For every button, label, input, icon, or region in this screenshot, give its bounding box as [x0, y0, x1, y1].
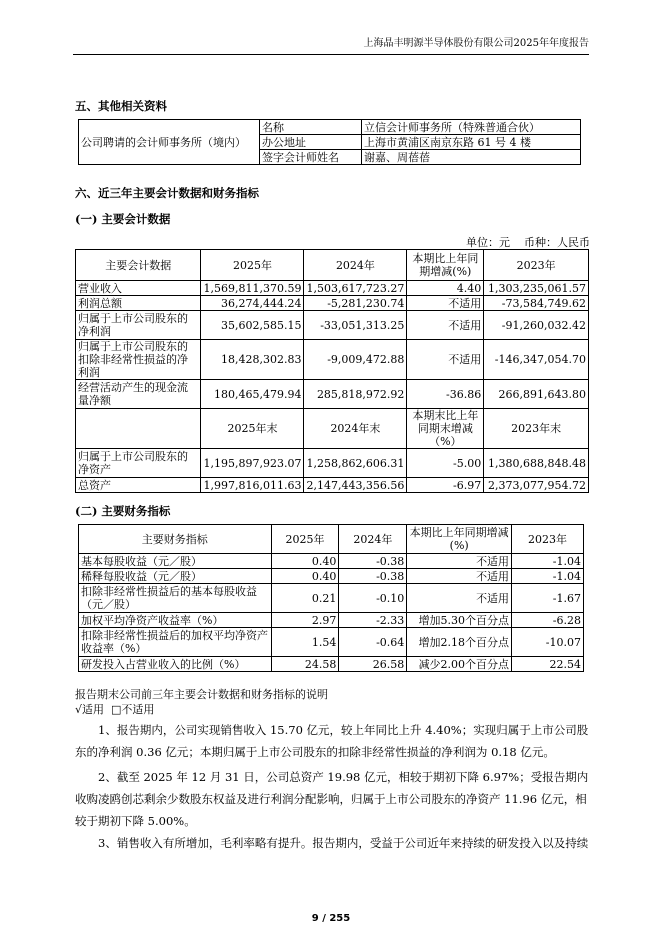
- column-header: [76, 409, 201, 449]
- cell-value: 0.21: [271, 584, 339, 613]
- cell-value: 24.58: [271, 657, 339, 672]
- auditor-key: 名称: [260, 120, 362, 135]
- auditor-value: 上海市黄浦区南京东路 61 号 4 楼: [362, 135, 581, 150]
- row-label: 总资产: [76, 478, 201, 493]
- column-header: 2025年: [201, 250, 304, 281]
- cell-value: -9,009,472.88: [304, 340, 407, 380]
- cell-value: 18,428,302.83: [201, 340, 304, 380]
- note-title: 报告期末公司前三年主要会计数据和财务指标的说明: [75, 688, 328, 701]
- auditor-value: 立信会计师事务所（特殊普通合伙）: [362, 120, 581, 135]
- subsection2-title: (二) 主要财务指标: [75, 504, 171, 518]
- cell-value: 减少2.00个百分点: [407, 657, 512, 672]
- cell-value: -36.86: [407, 380, 484, 409]
- cell-value: 不适用: [407, 296, 484, 311]
- cell-value: -5,281,230.74: [304, 296, 407, 311]
- cell-value: -0.10: [339, 584, 407, 613]
- cell-value: -91,260,032.42: [484, 311, 589, 340]
- cell-value: -1.04: [512, 554, 584, 569]
- cell-value: 不适用: [407, 340, 484, 380]
- accounting-data-table: [75, 249, 589, 493]
- column-header: 2025年末: [201, 409, 304, 449]
- row-label: 扣除非经常性损益后的加权平均净资产收益率（%）: [79, 628, 272, 657]
- applicability-checkbox-line: √适用 □不适用: [75, 703, 155, 716]
- row-label: 经营活动产生的现金流量净额: [76, 380, 201, 409]
- cell-value: -5.00: [407, 449, 484, 478]
- cell-value: 1,195,897,923.07: [201, 449, 304, 478]
- column-header: 本期比上年同期增减(%): [407, 525, 512, 554]
- cell-value: 35,602,585.15: [201, 311, 304, 340]
- section6-title: 六、近三年主要会计数据和财务指标: [75, 186, 259, 200]
- cell-value: 2,147,443,356.56: [304, 478, 407, 493]
- cell-value: -146,347,054.70: [484, 340, 589, 380]
- row-label: 归属于上市公司股东的扣除非经常性损益的净利润: [76, 340, 201, 380]
- row-label: 基本每股收益（元／股）: [79, 554, 272, 569]
- column-header: 本期比上年同期增减(%): [407, 250, 484, 281]
- auditor-label: 公司聘请的会计师事务所（境内）: [79, 120, 260, 165]
- cell-value: 266,891,643.80: [484, 380, 589, 409]
- cell-value: -33,051,313.25: [304, 311, 407, 340]
- row-label: 加权平均净资产收益率（%）: [79, 613, 272, 628]
- cell-value: -0.38: [339, 554, 407, 569]
- column-header: 主要会计数据: [76, 250, 201, 281]
- cell-value: 0.40: [271, 569, 339, 584]
- cell-value: 0.40: [271, 554, 339, 569]
- row-label: 营业收入: [76, 281, 201, 296]
- cell-value: 1,503,617,723.27: [304, 281, 407, 296]
- page-number: 9 / 255: [311, 913, 351, 924]
- cell-value: -6.97: [407, 478, 484, 493]
- cell-value: -2.33: [339, 613, 407, 628]
- cell-value: 26.58: [339, 657, 407, 672]
- cell-value: 22.54: [512, 657, 584, 672]
- cell-value: 36,274,444.24: [201, 296, 304, 311]
- cell-value: 1,380,688,848.48: [484, 449, 589, 478]
- auditor-table: [78, 119, 581, 165]
- cell-value: 1,569,811,370.59: [201, 281, 304, 296]
- paragraph-2: 2、截至 2025 年 12 月 31 日，公司总资产 19.98 亿元，相较于期初下降 6.97%；受报告期内收购凌鸥创芯剩余少数股东权益及进行利润分配影响，归属于上市公司股东的净资产 11.96 亿元，相较于期初下降 5.00%。: [75, 770, 589, 828]
- auditor-key: 签字会计师姓名: [260, 150, 362, 165]
- column-header: 主要财务指标: [79, 525, 272, 554]
- auditor-key: 办公地址: [260, 135, 362, 150]
- cell-value: 不适用: [407, 569, 512, 584]
- cell-value: 增加2.18个百分点: [407, 628, 512, 657]
- row-label: 归属于上市公司股东的净资产: [76, 449, 201, 478]
- cell-value: 4.40: [407, 281, 484, 296]
- row-label: 研发投入占营业收入的比例（%）: [79, 657, 272, 672]
- page-header: 上海晶丰明源半导体股份有限公司2025年年度报告: [73, 38, 589, 55]
- cell-value: -0.64: [339, 628, 407, 657]
- column-header: 本期末比上年同期末增减（%）: [407, 409, 484, 449]
- row-label: 归属于上市公司股东的净利润: [76, 311, 201, 340]
- section5-title: 五、其他相关资料: [75, 99, 167, 113]
- auditor-value: 谢嘉、周蓓蓓: [362, 150, 581, 165]
- row-label: 稀释每股收益（元／股）: [79, 569, 272, 584]
- column-header: 2023年: [512, 525, 584, 554]
- cell-value: 不适用: [407, 311, 484, 340]
- column-header: 2024年: [339, 525, 407, 554]
- cell-value: -73,584,749.62: [484, 296, 589, 311]
- cell-value: 2.97: [271, 613, 339, 628]
- cell-value: -1.67: [512, 584, 584, 613]
- paragraph-1: 1、报告期内，公司实现销售收入 15.70 亿元，较上年同比上升 4.40%；实现归属于上市公司股东的净利润 0.36 亿元；本期归属于上市公司股东的扣除非经常性损益的净利润为 0.18 亿元。: [75, 723, 589, 759]
- cell-value: -1.04: [512, 569, 584, 584]
- cell-value: 1,997,816,011.63: [201, 478, 304, 493]
- cell-value: -6.28: [512, 613, 584, 628]
- cell-value: 180,465,479.94: [201, 380, 304, 409]
- cell-value: 1.54: [271, 628, 339, 657]
- unit-currency-line: 单位：元 币种：人民币: [466, 236, 590, 249]
- subsection1-title: (一) 主要会计数据: [75, 212, 171, 226]
- paragraph-3: 3、销售收入有所增加，毛利率略有提升。报告期内，受益于公司近年来持续的研发投入以及持续: [98, 836, 589, 850]
- column-header: 2025年: [271, 525, 339, 554]
- cell-value: 1,258,862,606.31: [304, 449, 407, 478]
- cell-value: 2,373,077,954.72: [484, 478, 589, 493]
- cell-value: 1,303,235,061.57: [484, 281, 589, 296]
- cell-value: -0.38: [339, 569, 407, 584]
- financial-indicators-table: [78, 524, 584, 672]
- cell-value: 不适用: [407, 554, 512, 569]
- column-header: 2024年: [304, 250, 407, 281]
- row-label: 利润总额: [76, 296, 201, 311]
- row-label: 扣除非经常性损益后的基本每股收益（元／股）: [79, 584, 272, 613]
- cell-value: 不适用: [407, 584, 512, 613]
- column-header: 2024年末: [304, 409, 407, 449]
- cell-value: -10.07: [512, 628, 584, 657]
- column-header: 2023年末: [484, 409, 589, 449]
- column-header: 2023年: [484, 250, 589, 281]
- cell-value: 285,818,972.92: [304, 380, 407, 409]
- cell-value: 增加5.30个百分点: [407, 613, 512, 628]
